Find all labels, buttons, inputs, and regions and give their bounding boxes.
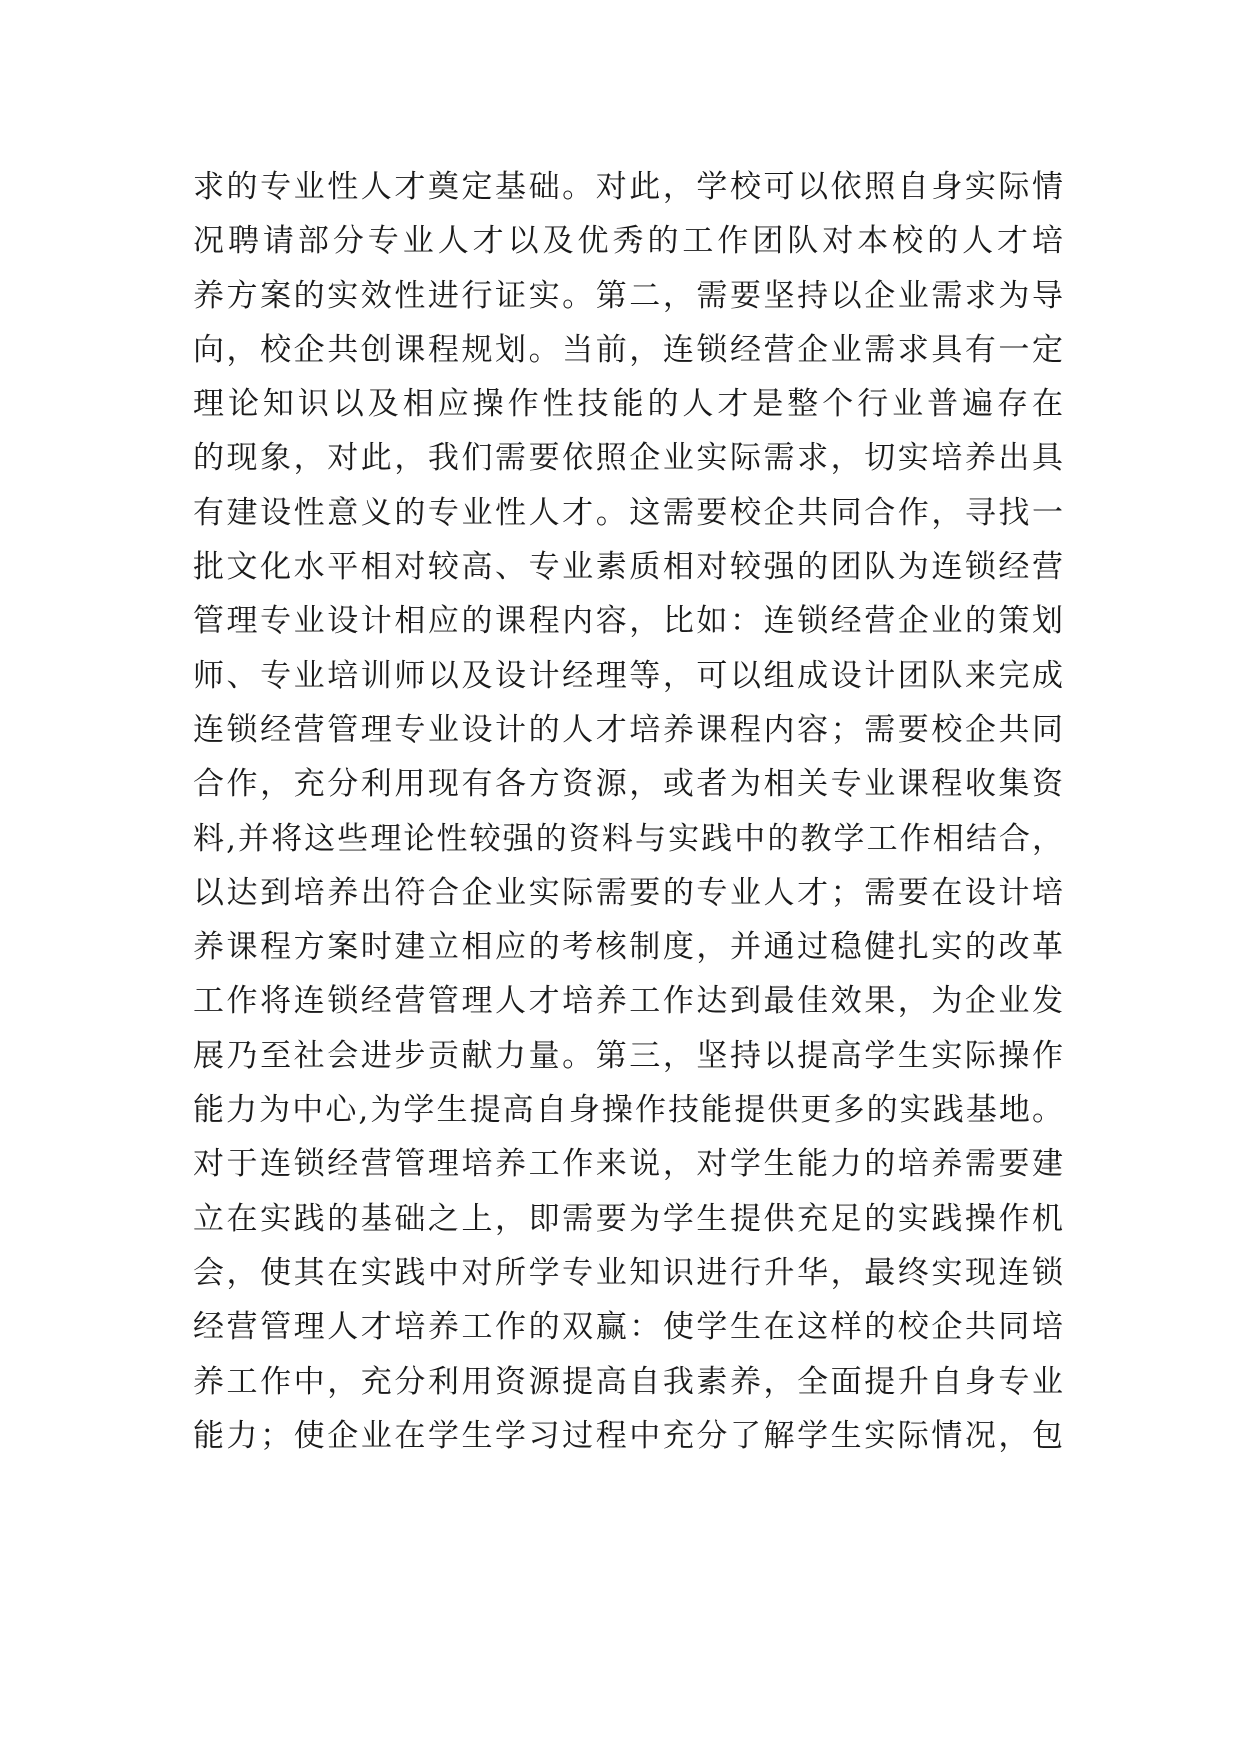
text-line: 立在实践的基础之上，即需要为学生提供充足的实践操作机 (193, 1200, 1063, 1237)
text-line: 求的专业性人才奠定基础。对此，学校可以依照自身实际情 (193, 169, 1063, 205)
text-line: 批文化水平相对较高、专业素质相对较强的团队为连锁经营 (193, 549, 1063, 586)
text-line: 合作，充分利用现有各方资源，或者为相关专业课程收集资 (193, 766, 1063, 803)
text-line: 连锁经营管理专业设计的人才培养课程内容；需要校企共同 (193, 711, 1063, 748)
text-line: 养方案的实效性进行证实。第二，需要坚持以企业需求为导 (193, 277, 1063, 314)
text-line: 养课程方案时建立相应的考核制度，并通过稳健扎实的改革 (193, 929, 1063, 966)
body-paragraph (193, 160, 1063, 1463)
text-line: 养工作中，充分利用资源提高自我素养，全面提升自身专业 (193, 1363, 1063, 1400)
text-line: 会，使其在实践中对所学专业知识进行升华，最终实现连锁 (193, 1254, 1063, 1291)
text-line: 经营管理人才培养工作的双赢：使学生在这样的校企共同培 (193, 1309, 1063, 1346)
text-line: 有建设性意义的专业性人才。这需要校企共同合作，寻找一 (193, 494, 1063, 531)
text-line: 能力；使企业在学生学习过程中充分了解学生实际情况，包 (193, 1417, 1063, 1454)
text-line: 管理专业设计相应的课程内容，比如：连锁经营企业的策划 (193, 603, 1063, 640)
text-line: 向，校企共创课程规划。当前，连锁经营企业需求具有一定 (193, 331, 1063, 368)
text-line: 料,并将这些理论性较强的资料与实践中的教学工作相结合， (193, 820, 1063, 857)
text-line: 师、专业培训师以及设计经理等，可以组成设计团队来完成 (193, 657, 1063, 694)
text-line: 理论知识以及相应操作性技能的人才是整个行业普遍存在 (193, 386, 1063, 423)
text-line: 的现象，对此，我们需要依照企业实际需求，切实培养出具 (193, 440, 1063, 477)
text-line: 展乃至社会进步贡献力量。第三，坚持以提高学生实际操作 (193, 1037, 1063, 1074)
text-line: 以达到培养出符合企业实际需要的专业人才；需要在设计培 (193, 874, 1063, 911)
text-line: 对于连锁经营管理培养工作来说，对学生能力的培养需要建 (193, 1146, 1063, 1183)
text-line: 能力为中心,为学生提高自身操作技能提供更多的实践基地。 (193, 1092, 1063, 1129)
text-line: 况聘请部分专业人才以及优秀的工作团队对本校的人才培 (193, 223, 1063, 260)
text-line: 工作将连锁经营管理人才培养工作达到最佳效果，为企业发 (193, 983, 1063, 1020)
